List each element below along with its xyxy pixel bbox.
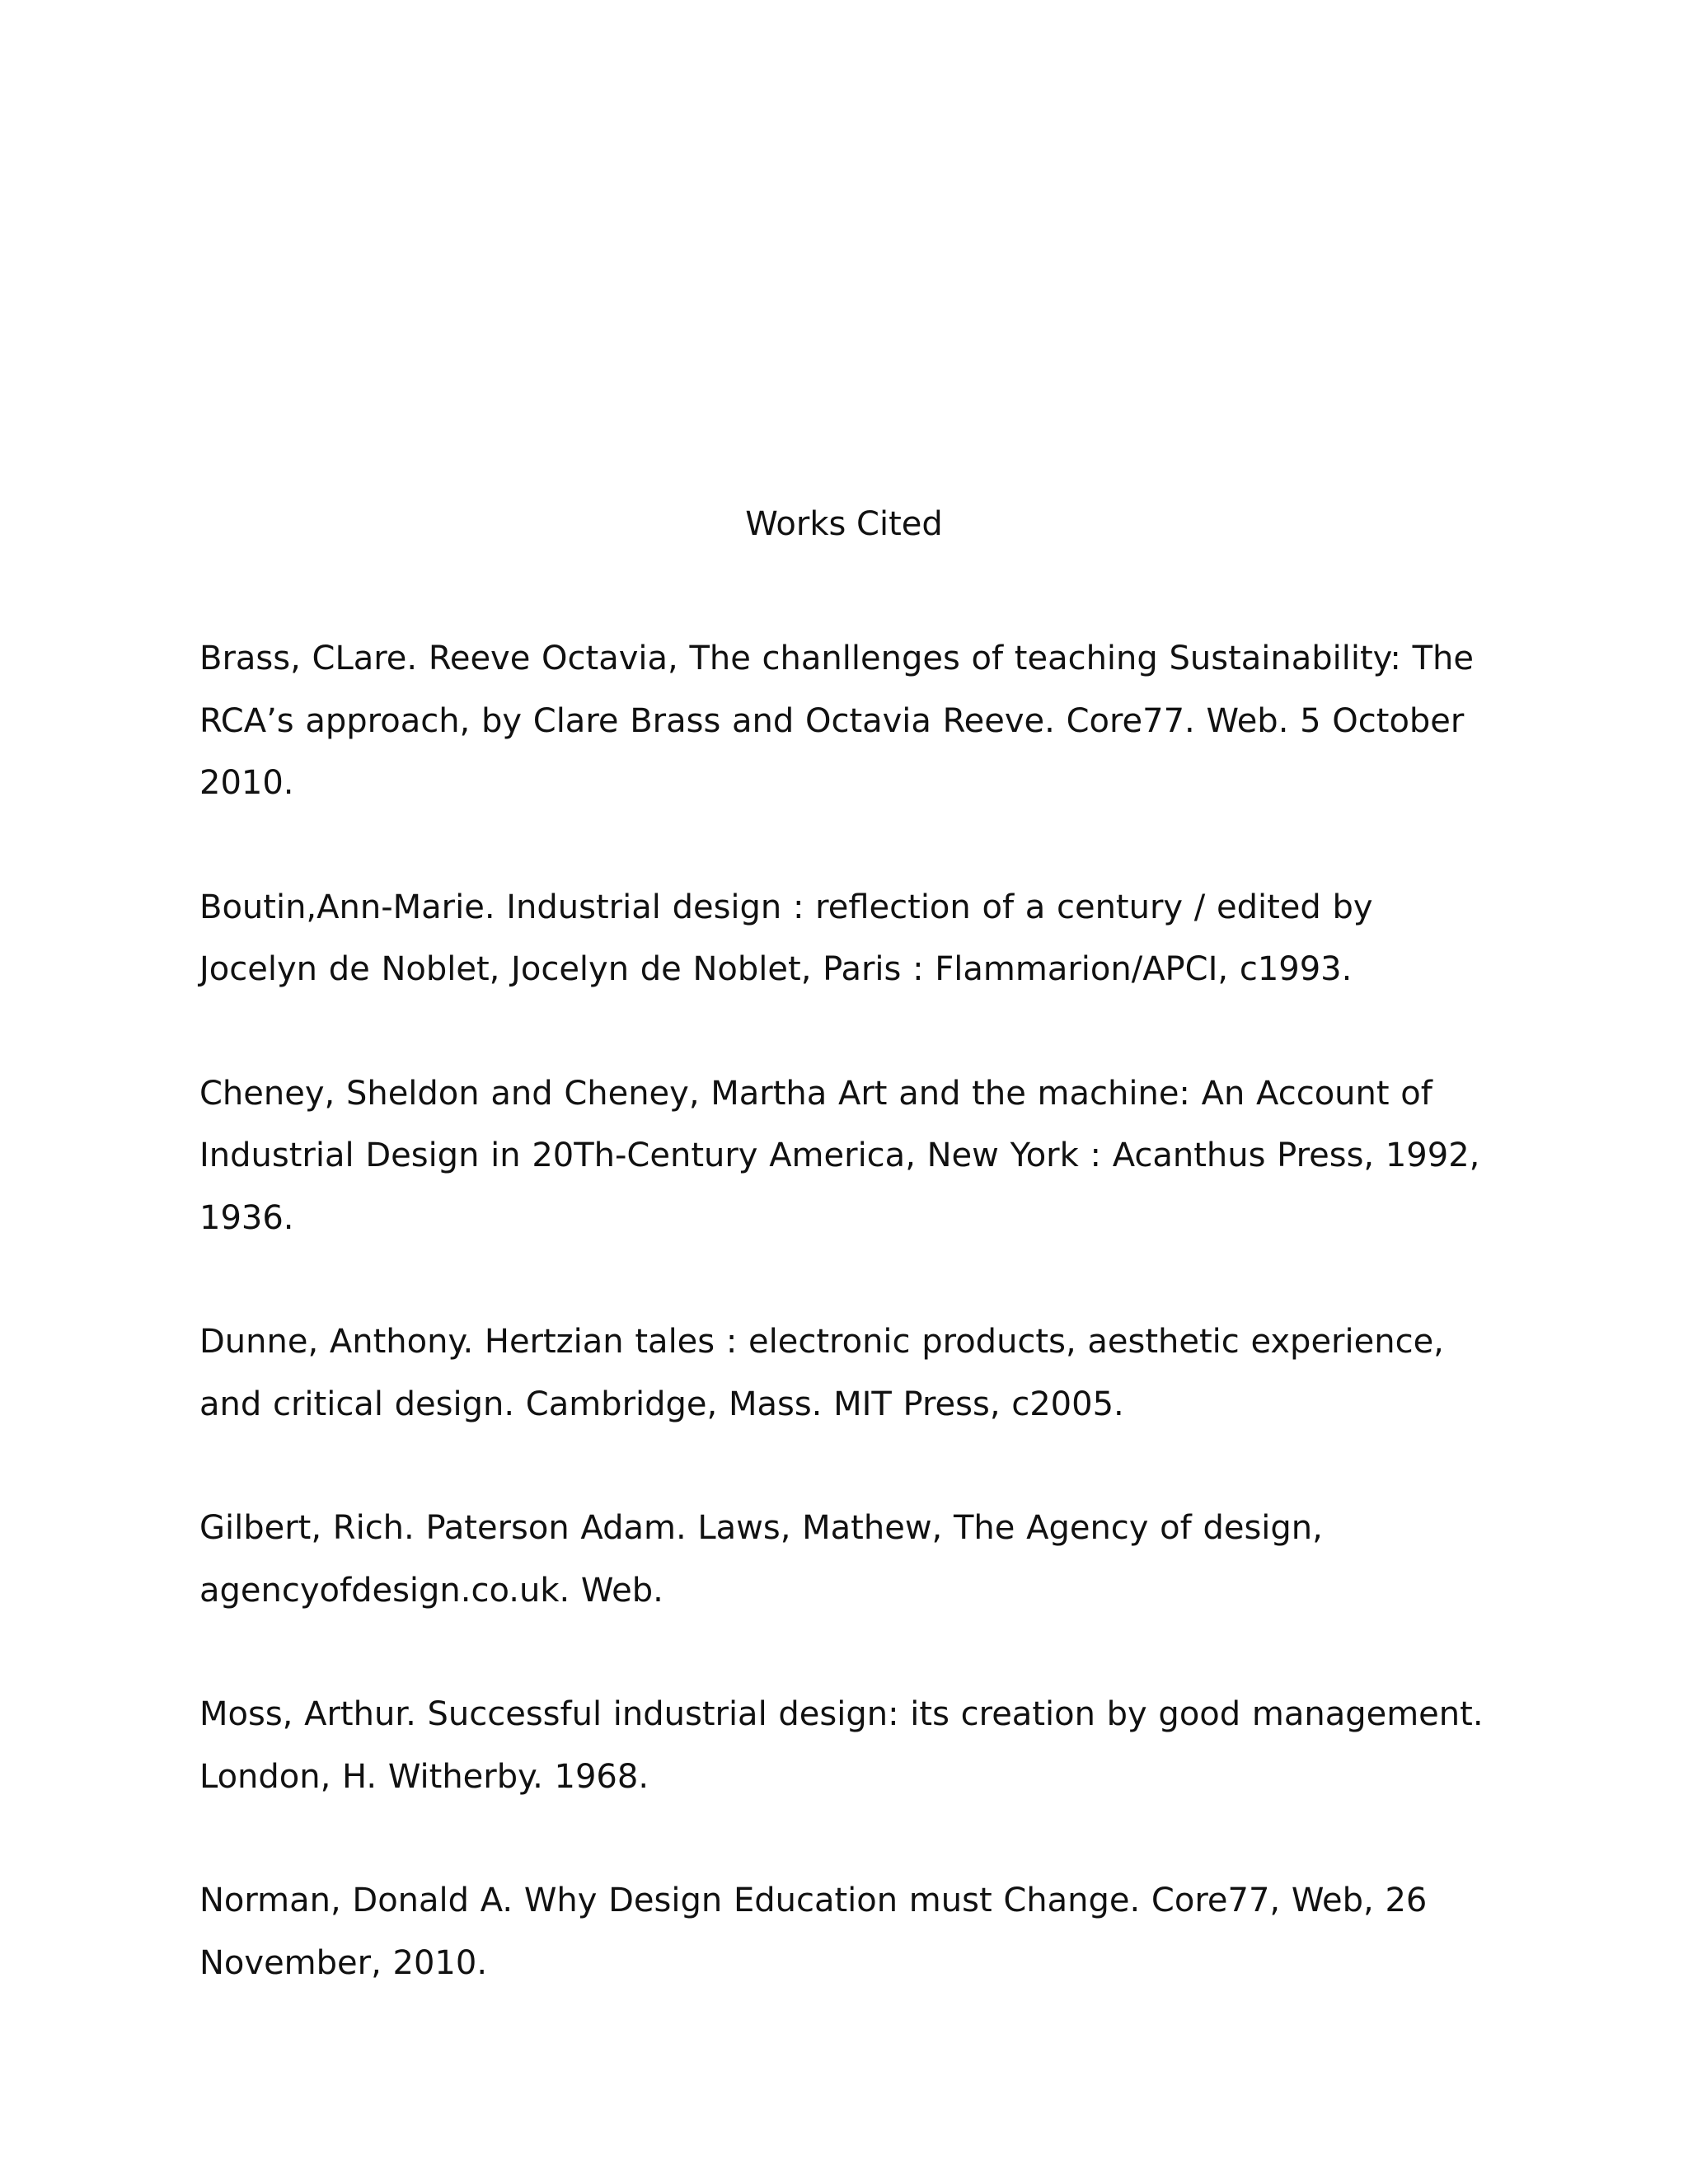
page-title: Works Cited: [745, 505, 943, 543]
citation-entry: Boutin,Ann-Marie. Industrial design : reflection of a century / edited by Jocelyn de Noblet, Jocelyn de Noblet, Paris : Flammarion/APCI, c1993.: [199, 888, 1373, 988]
citation-list: [199, 628, 1502, 2056]
citation-entry: Moss, Arthur. Successful industrial design: its creation by good management. London, H. Witherby. 1968.: [199, 1695, 1484, 1796]
citation-entry: Cheney, Sheldon and Cheney, Martha Art and the machine: An Account of Industrial Design in 20Th-Century America, New York : Acanthus Press, 1992, 1936.: [199, 1074, 1480, 1237]
citation-entry: Norman, Donald A. Why Design Education must Change. Core77, Web, 26 November, 2010.: [199, 1882, 1428, 1982]
citation-entry: Brass, CLare. Reeve Octavia, The chanllenges of teaching Sustainability: The RCA’s approach, by Clare Brass and Octavia Reeve. Core77. Web. 5 October 2010.: [199, 640, 1475, 802]
citation-entry: Dunne, Anthony. Hertzian tales : electronic products, aesthetic experience, and critical design. Cambridge, Mass. MIT Press, c2005.: [199, 1323, 1444, 1423]
citation-entry: Gilbert, Rich. Paterson Adam. Laws, Mathew, The Agency of design, agencyofdesign.co.uk. Web.: [199, 1509, 1323, 1610]
